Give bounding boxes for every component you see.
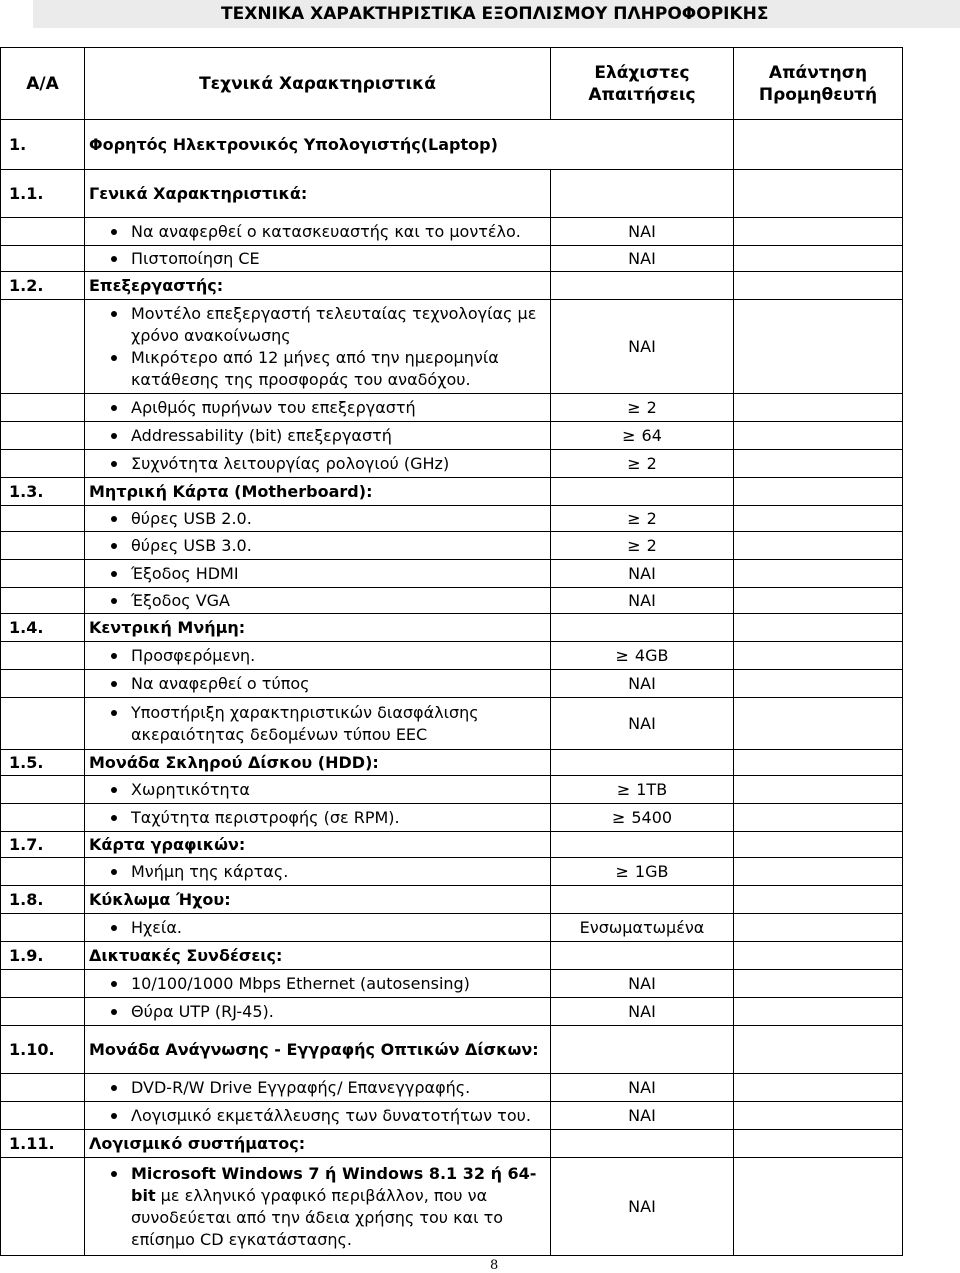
header-aa: Α/Α <box>1 48 85 120</box>
min-value: ΝΑΙ <box>551 1074 734 1102</box>
item-text: Χωρητικότητα <box>89 779 546 801</box>
item-text: 10/100/1000 Mbps Ethernet (autosensing) <box>89 973 546 995</box>
table-row <box>1 776 903 804</box>
response-cell <box>734 642 903 670</box>
section-title: Κύκλωμα Ήχου: <box>85 886 551 914</box>
item-text: Πιστοποίηση CE <box>89 248 546 270</box>
section-row <box>1 272 903 300</box>
table-row <box>1 698 903 750</box>
min-value: 64 <box>641 425 662 445</box>
table-row <box>1 422 903 450</box>
document-title: ΤΕΧΝΙΚΑ ΧΑΡΑΚΤΗΡΙΣΤΙΚΑ ΕΞΟΠΛΙΣΜΟΥ ΠΛΗΡΟΦΟΡΙΚΗΣ <box>33 0 960 28</box>
min-value: ΝΑΙ <box>551 300 734 394</box>
response-cell <box>734 1074 903 1102</box>
response-cell <box>734 750 903 776</box>
item-text: Ταχύτητα περιστροφής (σε RPM). <box>89 807 546 829</box>
ge-symbol: ≥ <box>615 861 629 881</box>
response-cell <box>734 670 903 698</box>
response-cell <box>734 1130 903 1158</box>
section-number: 1.10. <box>1 1026 85 1074</box>
min-value: Ενσωματωμένα <box>551 914 734 942</box>
item-text: Λογισμικό εκμετάλλευσης των δυνατοτήτων του. <box>89 1105 546 1127</box>
section-title: Λογισμικό συστήματος: <box>85 1130 551 1158</box>
response-cell <box>734 588 903 614</box>
response-cell <box>734 942 903 970</box>
response-cell <box>734 560 903 588</box>
min-value: 2 <box>646 397 657 417</box>
response-cell <box>734 170 903 218</box>
section-row <box>1 170 903 218</box>
table-row <box>1 450 903 478</box>
ge-symbol: ≥ <box>611 807 626 827</box>
table-row <box>1 394 903 422</box>
section-row <box>1 614 903 642</box>
item-text: DVD-R/W Drive Εγγραφής/ Επανεγγραφής. <box>89 1077 546 1099</box>
ge-symbol: ≥ <box>622 425 636 445</box>
item-text: Προσφερόμενη. <box>89 645 546 667</box>
table-row <box>1 300 903 394</box>
section-title: Κάρτα γραφικών: <box>85 832 551 858</box>
page-number: 8 <box>490 1258 499 1273</box>
min-value: ΝΑΙ <box>551 1158 734 1256</box>
response-cell <box>734 914 903 942</box>
table-row <box>1 506 903 532</box>
response-cell <box>734 1026 903 1074</box>
section-row <box>1 1026 903 1074</box>
table-row <box>1 970 903 998</box>
response-cell <box>734 272 903 300</box>
response-cell <box>734 970 903 998</box>
item-text: Υποστήριξη χαρακτηριστικών διασφάλισης ακεραιότητας δεδομένων τύπου EEC <box>89 702 546 746</box>
section-title: Μονάδα Ανάγνωσης - Εγγραφής Οπτικών Δίσκων: <box>85 1026 551 1074</box>
section-number: 1.9. <box>1 942 85 970</box>
ge-symbol: ≥ <box>616 779 631 799</box>
response-cell <box>734 1102 903 1130</box>
header-specs: Τεχνικά Χαρακτηριστικά <box>85 48 551 120</box>
item-text: θύρες USB 2.0. <box>89 508 546 530</box>
table-header-row <box>1 48 903 120</box>
section-number: 1.2. <box>1 272 85 300</box>
item-text: Έξοδος VGA <box>89 590 546 612</box>
item-text: Αριθμός πυρήνων του επεξεργαστή <box>89 397 546 419</box>
min-value: ΝΑΙ <box>551 998 734 1026</box>
response-cell <box>734 614 903 642</box>
section-number: 1.4. <box>1 614 85 642</box>
item-text: Μνήμη της κάρτας. <box>89 861 546 883</box>
section-number: 1.3. <box>1 478 85 506</box>
item-text-rest: με ελληνικό γραφικό περιβάλλον, που να συνοδεύεται από την άδεια χρήσης του και το επίσημο CD εγκατάστασης. <box>131 1185 503 1249</box>
response-cell <box>734 300 903 394</box>
section-number: 1. <box>1 120 85 170</box>
item-text: Ηχεία. <box>89 917 546 939</box>
response-cell <box>734 804 903 832</box>
ge-symbol: ≥ <box>627 453 641 473</box>
response-cell <box>734 394 903 422</box>
section-number: 1.1. <box>1 170 85 218</box>
response-cell <box>734 832 903 858</box>
header-min: Ελάχιστες Απαιτήσεις <box>551 48 734 120</box>
min-value: 5400 <box>631 807 673 827</box>
min-value: 2 <box>646 508 657 528</box>
min-value: ΝΑΙ <box>551 588 734 614</box>
table-row <box>1 1102 903 1130</box>
response-cell <box>734 246 903 272</box>
min-value: ΝΑΙ <box>551 970 734 998</box>
ge-symbol: ≥ <box>627 508 641 528</box>
section-title: Γενικά Χαρακτηριστικά: <box>85 170 551 218</box>
table-row <box>1 998 903 1026</box>
min-value: ΝΑΙ <box>551 560 734 588</box>
table-row <box>1 670 903 698</box>
min-value: ΝΑΙ <box>551 670 734 698</box>
response-cell <box>734 776 903 804</box>
section-title: Μητρική Κάρτα (Motherboard): <box>85 478 551 506</box>
item-text: Θύρα UTP (RJ-45). <box>89 1001 546 1023</box>
min-value: 1GB <box>634 861 669 881</box>
table-row <box>1 804 903 832</box>
section-row <box>1 750 903 776</box>
min-value: 2 <box>646 453 657 473</box>
spec-table <box>0 47 903 1256</box>
section-row <box>1 832 903 858</box>
table-row <box>1 858 903 886</box>
header-resp: Απάντηση Προμηθευτή <box>734 48 903 120</box>
min-value: ΝΑΙ <box>551 698 734 750</box>
section-row <box>1 478 903 506</box>
table-row <box>1 914 903 942</box>
ge-symbol: ≥ <box>627 535 641 555</box>
response-cell <box>734 422 903 450</box>
section-row <box>1 942 903 970</box>
item-text: Μοντέλο επεξεργαστή τελευταίας τεχνολογίας με χρόνο ανακοίνωσης <box>89 303 546 347</box>
table-row <box>1 560 903 588</box>
response-cell <box>734 858 903 886</box>
response-cell <box>734 506 903 532</box>
item-text: Addressability (bit) επεξεργαστή <box>89 425 546 447</box>
table-row <box>1 532 903 560</box>
ge-symbol: ≥ <box>615 645 629 665</box>
section-number: 1.8. <box>1 886 85 914</box>
item-text: Να αναφερθεί ο τύπος <box>89 673 546 695</box>
item-text: Έξοδος HDMI <box>89 563 546 585</box>
response-cell <box>734 450 903 478</box>
section-row <box>1 1130 903 1158</box>
min-value: ΝΑΙ <box>551 1102 734 1130</box>
section-title: Μονάδα Σκληρού Δίσκου (HDD): <box>85 750 551 776</box>
response-cell <box>734 218 903 246</box>
item-text: Μικρότερο από 12 μήνες από την ημερομηνία κατάθεσης της προσφοράς του αναδόχου. <box>89 347 546 391</box>
section-title: Επεξεργαστής: <box>85 272 551 300</box>
section-number: 1.5. <box>1 750 85 776</box>
min-value: ΝΑΙ <box>551 246 734 272</box>
item-text: Να αναφερθεί ο κατασκευαστής και το μοντέλο. <box>89 221 546 243</box>
item-text <box>89 1163 546 1251</box>
table-row <box>1 246 903 272</box>
response-cell <box>734 120 903 170</box>
min-value: ΝΑΙ <box>551 218 734 246</box>
response-cell <box>734 698 903 750</box>
table-row <box>1 1074 903 1102</box>
section-title: Δικτυακές Συνδέσεις: <box>85 942 551 970</box>
min-value: 4GB <box>634 645 669 665</box>
section-title: Κεντρική Μνήμη: <box>85 614 551 642</box>
table-row <box>1 588 903 614</box>
min-cell <box>551 170 734 218</box>
table-row <box>1 642 903 670</box>
min-value: 2 <box>646 535 657 555</box>
item-text: θύρες USB 3.0. <box>89 535 546 557</box>
section-title: Φορητός Ηλεκτρονικός Υπολογιστής(Laptop) <box>85 120 734 170</box>
item-text-bold: Microsoft Windows 7 ή Windows 8.1 32 ή 64-bit <box>131 1163 537 1205</box>
table-row <box>1 218 903 246</box>
section-row <box>1 120 903 170</box>
item-text: Συχνότητα λειτουργίας ρολογιού (GHz) <box>89 453 546 475</box>
ge-symbol: ≥ <box>627 397 641 417</box>
response-cell <box>734 478 903 506</box>
response-cell <box>734 532 903 560</box>
response-cell <box>734 998 903 1026</box>
section-number: 1.7. <box>1 832 85 858</box>
min-value: 1TB <box>636 779 668 799</box>
table-row <box>1 1158 903 1256</box>
section-row <box>1 886 903 914</box>
response-cell <box>734 886 903 914</box>
response-cell <box>734 1158 903 1256</box>
section-number: 1.11. <box>1 1130 85 1158</box>
